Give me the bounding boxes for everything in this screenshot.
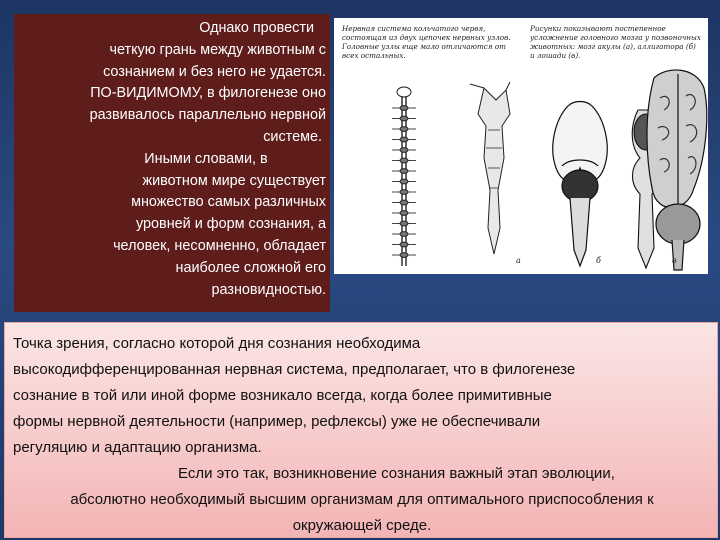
bottom-line: формы нервной деятельности (например, рефлексы) уже не обеспечивали	[13, 413, 541, 430]
top-line: ПО-ВИДИМОМУ, в филогенезе оно	[90, 85, 326, 102]
worm-nervous-chain-drawing	[392, 87, 416, 266]
bottom-line: высокодифференцированная нервная система, предполагает, что в филогенезе	[13, 361, 576, 378]
bottom-line: сознание в той или иной форме возникало всегда, когда более примитивные	[13, 387, 552, 404]
bottom-line: абсолютно необходимый высшим организмам для оптимального приспособления к	[70, 491, 654, 508]
top-line: четкую грань между животным с	[109, 41, 326, 58]
top-line: уровней и форм сознания, а	[136, 216, 326, 233]
shark-brain-drawing	[553, 102, 607, 267]
bottom-text-panel	[4, 322, 718, 538]
top-line: Однако провести	[199, 20, 314, 36]
top-line: системе.	[263, 128, 322, 145]
top-line: разновидностью.	[211, 281, 326, 298]
top-line: наиболее сложной его	[175, 259, 326, 276]
figure-label-b: б	[596, 256, 601, 265]
bottom-line: регуляцию и адаптацию организма.	[13, 439, 262, 456]
figure-caption-left: Нервная система кольчатого червя, состоящая из двух цепочек нервных узлов. Головные узлы еще мало отличаются от всех остальных.	[342, 24, 511, 60]
bottom-line: Если это так, возникновение сознания важный этап эволюции,	[178, 465, 615, 482]
top-line: развивалось параллельно нервной	[89, 107, 326, 124]
nervous-system-figure	[334, 18, 708, 274]
second-nervous-system-drawing	[470, 82, 510, 254]
top-line: животном мире существует	[142, 172, 326, 189]
bottom-line: Точка зрения, согласно которой дня сознания необходима	[13, 335, 421, 352]
horse-brain-drawing	[647, 70, 707, 270]
top-line: человек, несомненно, обладает	[113, 237, 326, 254]
bottom-line: окружающей среде.	[292, 517, 432, 534]
top-line: Иными словами, в	[144, 150, 268, 167]
top-line: сознанием и без него не удается.	[103, 63, 326, 80]
brain-illustration	[334, 18, 708, 274]
top-line: множество самых различных	[131, 194, 326, 211]
figure-caption-right: Рисунки показывают постепенное усложнение головного мозга у позвоночных животных: мозг акулы (а), аллигатора (б) и лошади (в).	[530, 24, 701, 60]
top-paragraph	[22, 18, 326, 301]
bottom-paragraph	[13, 331, 711, 539]
figure-label-c: в	[672, 256, 677, 265]
figure-label-a: а	[516, 256, 521, 265]
